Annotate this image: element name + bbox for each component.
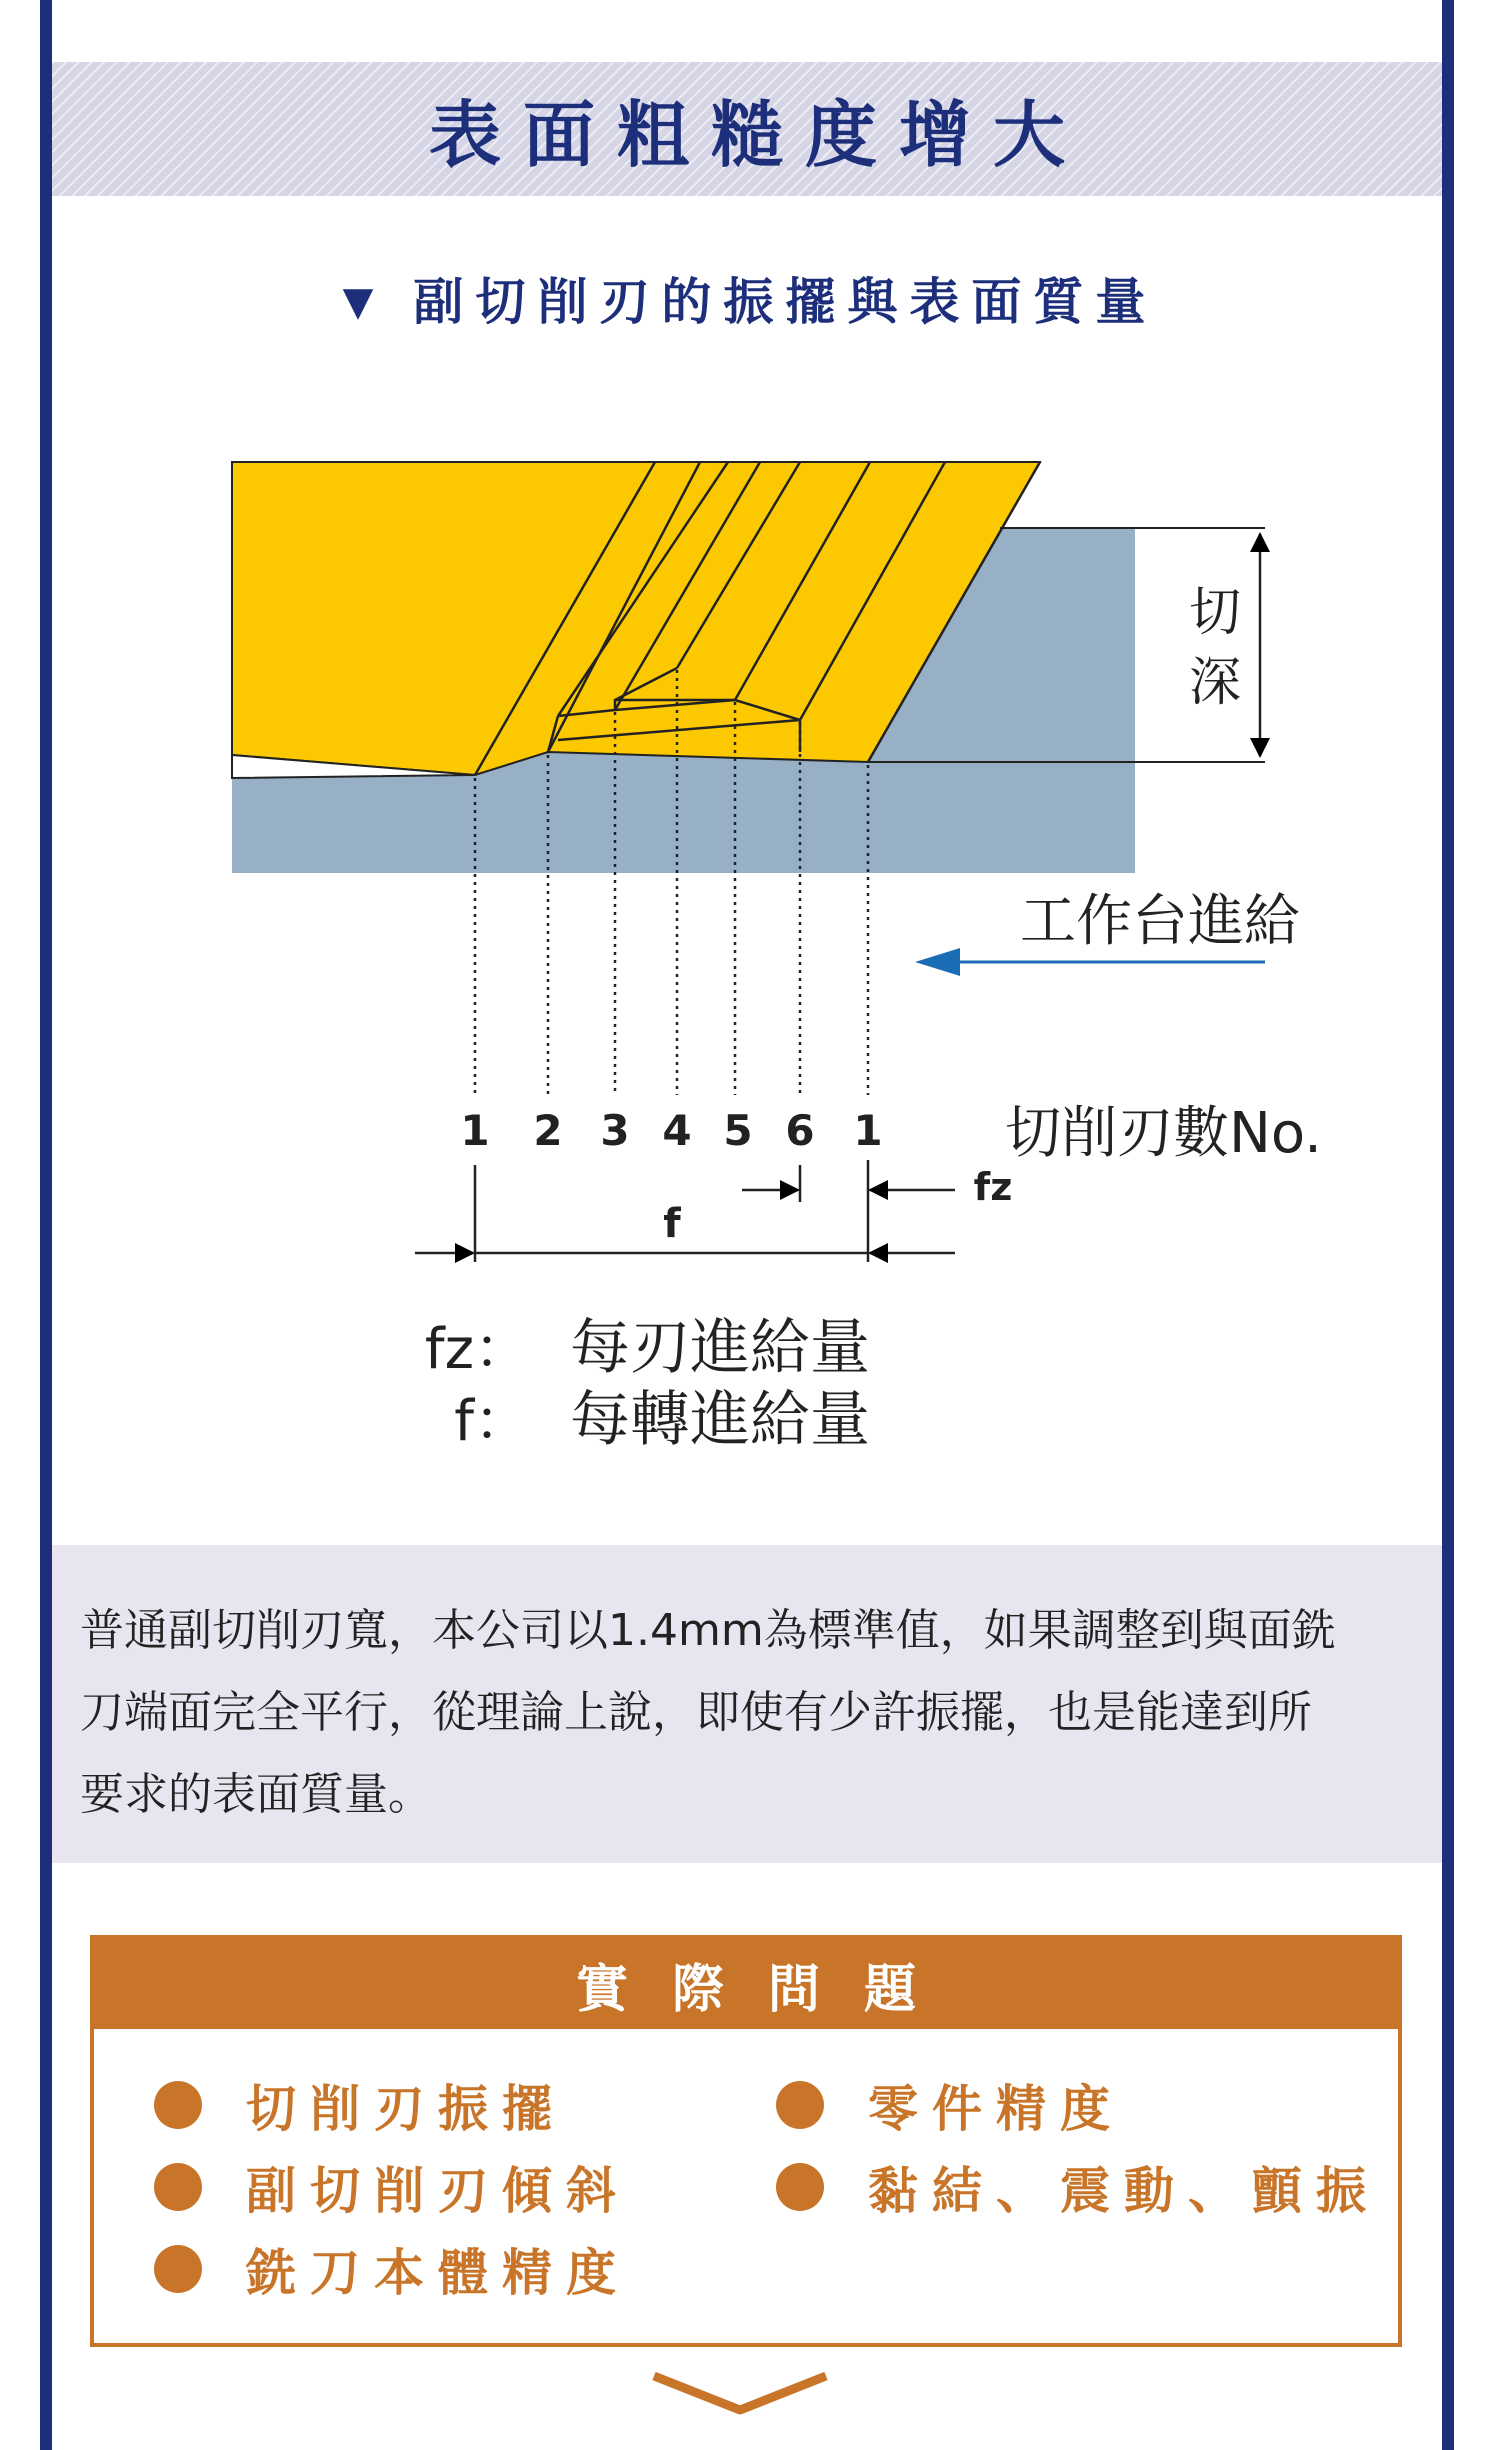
edge-number: 3: [600, 1106, 630, 1155]
legend-fz-symbol: fz：: [424, 1317, 530, 1382]
edge-count-label: 切削刃數No.: [1005, 1101, 1322, 1166]
issue-text: 切削刃振擺: [246, 2080, 566, 2138]
chevron-down-icon[interactable]: [650, 2370, 830, 2420]
issue-item: [154, 2069, 566, 2141]
depth-label-2: 深: [1188, 653, 1242, 713]
bullet-dot-icon: [154, 2081, 202, 2129]
issues-header-text: 實際問題: [575, 1959, 960, 2020]
issue-item: [154, 2233, 630, 2305]
edge-number: 4: [662, 1106, 692, 1155]
edge-number: 5: [723, 1106, 753, 1155]
info-line: 普通副切削刃寬，本公司以1.4mm為標準值，如果調整到與面銑: [80, 1605, 1336, 1656]
info-line: 要求的表面質量。: [80, 1769, 432, 1820]
bullet-dot-icon: [776, 2081, 824, 2129]
depth-label-1: 切: [1188, 583, 1242, 643]
issue-item: [776, 2151, 1380, 2223]
legend-f-text: 每轉進給量: [570, 1385, 870, 1455]
issues-header: [94, 1939, 1398, 2029]
bullet-dot-icon: [776, 2163, 824, 2211]
fz-symbol: fz: [973, 1165, 1013, 1209]
subtitle-text: 副切削刃的振擺與表面質量: [413, 273, 1158, 331]
legend-fz-text: 每刃進給量: [570, 1313, 870, 1383]
edge-number: 1: [460, 1106, 490, 1155]
edge-number: 6: [785, 1106, 815, 1155]
bullet-dot-icon: [154, 2163, 202, 2211]
feed-label: 工作台進給: [1020, 889, 1300, 954]
issue-item: [154, 2151, 630, 2223]
edge-number: 2: [533, 1106, 563, 1155]
edge-number: 1: [853, 1106, 883, 1155]
page-title: 表面粗糙度增大: [428, 93, 1087, 177]
feed-arrow-icon: [915, 948, 960, 976]
issues-panel: [90, 1935, 1402, 2347]
issue-item: [776, 2069, 1124, 2141]
issue-text: 銑刀本體精度: [246, 2244, 630, 2302]
issue-text: 零件精度: [868, 2080, 1124, 2138]
f-symbol: f: [663, 1201, 681, 1247]
issue-text: 黏結、震動、顫振: [868, 2162, 1380, 2220]
info-paragraph: [80, 1590, 1420, 1836]
issue-text: 副切削刃傾斜: [246, 2162, 630, 2220]
info-line: 刀端面完全平行，從理論上說，即使有少許振擺，也是能達到所: [80, 1687, 1312, 1738]
legend-f-symbol: f：: [454, 1389, 530, 1454]
bullet-dot-icon: [154, 2245, 202, 2293]
triangle-down-icon: ▼: [342, 279, 386, 325]
